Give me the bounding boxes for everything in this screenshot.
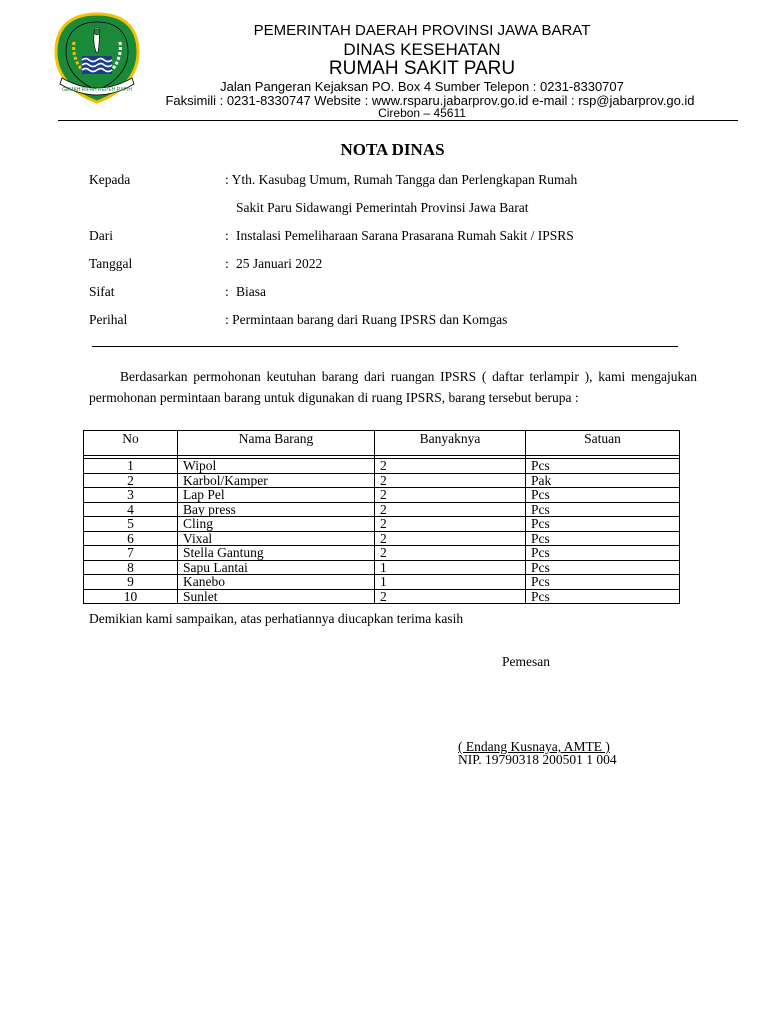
closing-statement: Demikian kami sampaikan, atas perhatiannya diucapkan terima kasih [89, 611, 464, 626]
cell-qty: 2 [375, 473, 526, 488]
sifat-value: Biasa [236, 284, 266, 299]
letterhead-address: Jalan Pangeran Kejaksan PO. Box 4 Sumber Telepon : 0231-8330707 [220, 79, 624, 94]
cell-name: Sunlet [178, 589, 375, 604]
perihal-value: : Permintaan barang dari Ruang IPSRS dan Komgas [225, 312, 508, 327]
letterhead-divider [58, 120, 738, 121]
cell-name: Vixal [178, 531, 375, 546]
table-header-row [84, 431, 680, 456]
body-paragraph: Berdasarkan permohonan keutuhan barang dari ruangan IPSRS ( daftar terlampir ), kami mengajukan permohonan permintaan barang untuk digunakan di ruang IPSRS, barang tersebut berupa : [89, 369, 697, 405]
items-table [83, 430, 680, 604]
cell-name: Cling [178, 517, 375, 532]
cell-name: Kanebo [178, 575, 375, 590]
cell-name: Lap Pel [178, 488, 375, 503]
table-row [84, 589, 680, 604]
cell-unit: Pcs [526, 575, 680, 590]
cell-unit: Pcs [526, 589, 680, 604]
tanggal-label: Tanggal [89, 256, 133, 271]
tanggal-value: 25 Januari 2022 [236, 256, 323, 271]
letterhead-institution: RUMAH SAKIT PARU [328, 58, 516, 79]
table-row [84, 473, 680, 488]
cell-no: 5 [84, 517, 178, 532]
cell-unit: Pcs [526, 531, 680, 546]
cell-name: Sapu Lantai [178, 560, 375, 575]
table-row [84, 575, 680, 590]
header-qty: Banyaknya [375, 431, 526, 456]
cell-unit: Pcs [526, 517, 680, 532]
sifat-colon: : [225, 284, 229, 299]
table-row [84, 560, 680, 575]
cell-qty: 2 [375, 546, 526, 561]
cell-unit: Pcs [526, 546, 680, 561]
header-name: Nama Barang [178, 431, 375, 456]
cell-qty: 2 [375, 517, 526, 532]
cell-qty: 1 [375, 560, 526, 575]
cell-no: 6 [84, 531, 178, 546]
kepada-value-continued: Sakit Paru Sidawangi Pemerintah Provinsi Jawa Barat [236, 200, 529, 215]
kepada-value: : Yth. Kasubag Umum, Rumah Tangga dan Perlengkapan Rumah [225, 172, 578, 187]
letterhead-department: DINAS KESEHATAN [343, 40, 501, 59]
cell-unit: Pcs [526, 488, 680, 503]
table-row [84, 502, 680, 517]
svg-text:GEMAH RIPAH REPEH RAPIH: GEMAH RIPAH REPEH RAPIH [62, 87, 132, 93]
cell-no: 3 [84, 488, 178, 503]
dari-label: Dari [89, 228, 113, 243]
cell-qty: 2 [375, 502, 526, 517]
table-row [84, 488, 680, 503]
sender-label: Pemesan [502, 654, 550, 669]
header-unit: Satuan [526, 431, 680, 456]
cell-unit: Pcs [526, 560, 680, 575]
section-divider [92, 346, 678, 347]
cell-name: Stella Gantung [178, 546, 375, 561]
sifat-label: Sifat [89, 284, 115, 299]
cell-name: Karbol/Kamper [178, 473, 375, 488]
cell-no: 8 [84, 560, 178, 575]
cell-no: 1 [84, 459, 178, 474]
table-row [84, 459, 680, 474]
letterhead-government: PEMERINTAH DAERAH PROVINSI JAWA BARAT [253, 22, 591, 39]
cell-no: 4 [84, 502, 178, 517]
perihal-label: Perihal [89, 312, 128, 327]
dari-colon: : [225, 228, 229, 243]
cell-qty: 2 [375, 459, 526, 474]
cell-no: 7 [84, 546, 178, 561]
letterhead-contact: Faksimili : 0231-8330747 Website : www.rsparu.jabarprov.go.id e-mail : rsp@jabarprov.go.id [165, 93, 695, 108]
table-row [84, 531, 680, 546]
cell-name: Wipol [178, 459, 375, 474]
cell-qty: 2 [375, 531, 526, 546]
cell-qty: 2 [375, 488, 526, 503]
signer-nip: NIP. 19790318 200501 1 004 [458, 752, 617, 767]
letterhead-city: Cirebon – 45611 [378, 106, 466, 120]
cell-qty: 1 [375, 575, 526, 590]
signer-name: ( Endang Kusnaya, AMTE ) [458, 739, 610, 754]
jawa-barat-emblem-logo [52, 12, 142, 104]
cell-no: 2 [84, 473, 178, 488]
document-title: NOTA DINAS [340, 140, 445, 159]
table-row [84, 517, 680, 532]
cell-qty: 2 [375, 589, 526, 604]
tanggal-colon: : [225, 256, 229, 271]
cell-name: Bay press [178, 502, 375, 517]
cell-unit: Pcs [526, 502, 680, 517]
cell-unit: Pcs [526, 459, 680, 474]
dari-value: Instalasi Pemeliharaan Sarana Prasarana Rumah Sakit / IPSRS [236, 228, 574, 243]
table-row [84, 546, 680, 561]
kepada-label: Kepada [89, 172, 131, 187]
cell-unit: Pak [526, 473, 680, 488]
cell-no: 10 [84, 589, 178, 604]
header-no: No [84, 431, 178, 456]
cell-no: 9 [84, 575, 178, 590]
